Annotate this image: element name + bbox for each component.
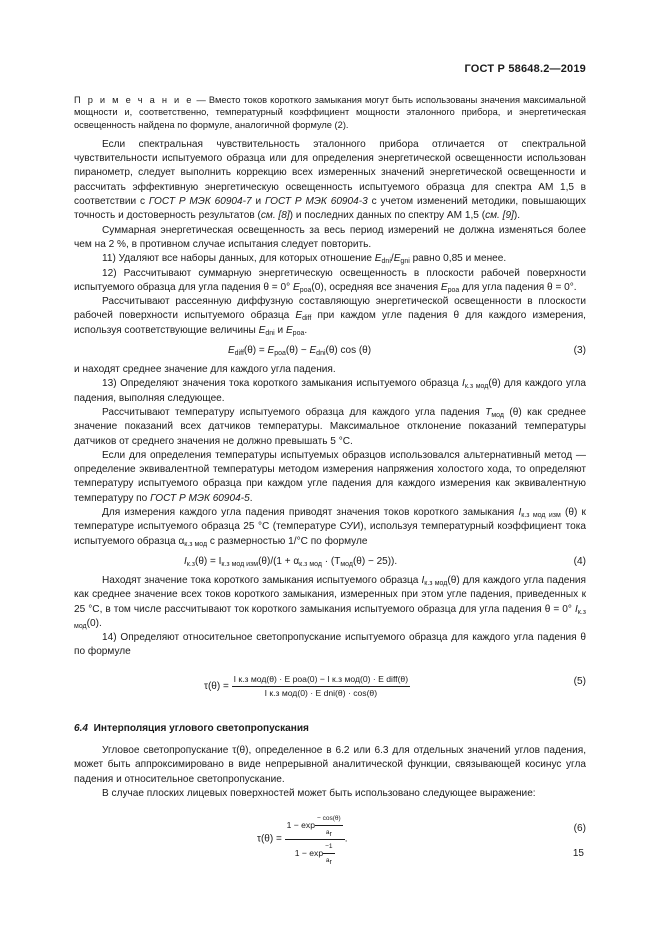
paragraph: Находят значение тока короткого замыкания испытуемого образца $I_{к.з мод}(\theta)$ для каждого угла падения как среднее значение всех токов короткого замыкания, измеренных при этом угле падения, приведенных к 25 °С, в том числе рассчитывают ток короткого замыкания испытуемого образца для угла падения θ = 0° $I_{к.з мод}(0)$. xyxy=(74,574,586,630)
page-number: 15 xyxy=(572,848,584,859)
list-item-12: 12) Рассчитывают суммарную энергетическую освещенность в плоскости рабочей поверхности испытуемого образца для угла падения θ = 0° $E_{poa}(0)$, осредняя все значения $E_{poa}$ для угла падения θ = 0°. xyxy=(74,267,586,294)
formula-number: (3) xyxy=(573,345,586,357)
paragraph: Если спектральная чувствительность эталонного прибора отличается от спектральной чувствительности испытуемого образца или для определения энергетической освещенности использован пиранометр, следует выполнить коррекцию всех измеренных значений энергетической освещенности и рассчитать эффективную энергетическую освещенность испытуемого образца для спектра АМ 1,5 в соответствии с ГОСТ Р МЭК 60904-7 и ГОСТ Р МЭК 60904-3 с учетом изменений методики, повышающих точность и достоверность результатов (см. [8]) и последних данных по спектру АМ 1,5 (см. [9]). xyxy=(74,138,586,222)
list-item-14: 14) Определяют относительное светопропускание испытуемого образца для каждого угла падения θ по формуле xyxy=(74,632,586,658)
formula-3: $E_{diff}(\theta) = E_{poa}(\theta) - E_{dni}(\theta)$ cos (θ) (3) xyxy=(228,345,586,358)
section-heading: 6.4 Интерполяция углового светопропускания xyxy=(74,722,309,734)
formula-number: (6) xyxy=(573,823,586,835)
paragraph: Рассчитывают рассеянную диффузную составляющую энергетической освещенности в плоскости рабочей поверхности испытуемого образца $E_{diff}$ при каждом угле падения θ для каждого измерения, используя соответствующие величины $E_{dni}$ и $E_{poa}$. xyxy=(74,296,586,337)
formula-number: (5) xyxy=(573,675,586,687)
paragraph: Для измерения каждого угла падения приводят значения токов короткого замыкания $I_{к.з мод изм}$ (θ) к температуре испытуемого образца 25 °С (температуре СУИ), используя температурный коэффициент тока испытуемого образца $\alpha_{к.з мод}$ с размерностью 1/°С по формуле xyxy=(74,507,586,548)
formula-number: (4) xyxy=(573,555,586,567)
paragraph: Если для определения температуры испытуемых образцов использовался альтернативный метод — определение эквивалентной температуры методом измерения напряжения холостого хода, то определяют температуру испытуемого образца при каждом угле падения для каждого измерения как эквивалентную температуру по ГОСТ Р МЭК 60904-5. xyxy=(74,449,586,504)
paragraph: и находят среднее значение для каждого угла падения. xyxy=(74,364,336,376)
formula-4: $I_{к.з}(\theta) = I_{к.з мод изм}(\theta)/(1 + \alpha_{к.з мод} \cdot (T_{мод}(\theta) - 25))$. (4) xyxy=(184,555,586,568)
document-header: ГОСТ Р 58648.2—2019 xyxy=(464,63,586,75)
list-item-13: 13) Определяют значения тока короткого замыкания испытуемого образца $I_{к.з мод}(\theta)$ для каждого угла падения, выполняя следующее. xyxy=(74,378,586,404)
formula-5: τ(θ) = $\frac{\text{I к.з мод(θ) · E poa(0) − I к.з мод(0) · E diff(θ)}}{\text{I к.з мод(0) · E dni(θ) · cos(θ)}}$ (5) xyxy=(204,673,586,698)
page-body xyxy=(74,94,586,867)
paragraph: Суммарная энергетическая освещенность за весь период измерений не должна изменяться более чем на 2 %, в противном случае испытания следует повторить. xyxy=(74,224,586,250)
paragraph: Угловое светопропускание τ(θ), определенное в 6.2 или 6.3 для отдельных значений углов падения, может быть аппроксимировано в виде непрерывной аналитической функции, связывающей косинус угла падения и относительное светопропускание. xyxy=(74,744,586,785)
note xyxy=(74,94,586,131)
note-label: П р и м е ч а н и е xyxy=(74,95,194,105)
list-item-11: 11) Удаляют все наборы данных, для которых отношение $E_{dni}/E_{gni}$ равно 0,85 и менее. xyxy=(102,253,507,266)
note-text: — Вместо токов короткого замыкания могут быть использованы значения максимальной мощности и, соответственно, температурный коэффициент мощности эталонного прибора, и энергетическая освещенность найдена по формуле, аналогичной формуле (2). xyxy=(74,95,586,130)
formula-6: τ(θ) = 1 − exp $\frac{- \cos(\theta)}{a_r}$ 1 − exp $\frac{-1}{a_r}$ . (6) xyxy=(257,815,586,867)
paragraph: В случае плоских лицевых поверхностей может быть использовано следующее выражение: xyxy=(102,787,536,799)
paragraph: Рассчитывают температуру испытуемого образца для каждого угла падения $T_{мод}$ (θ) как среднее значение показаний всех датчиков температуры. Максимальное отклонение показаний температуры датчиков от среднего значения не должно превышать 5 °С. xyxy=(74,406,586,447)
